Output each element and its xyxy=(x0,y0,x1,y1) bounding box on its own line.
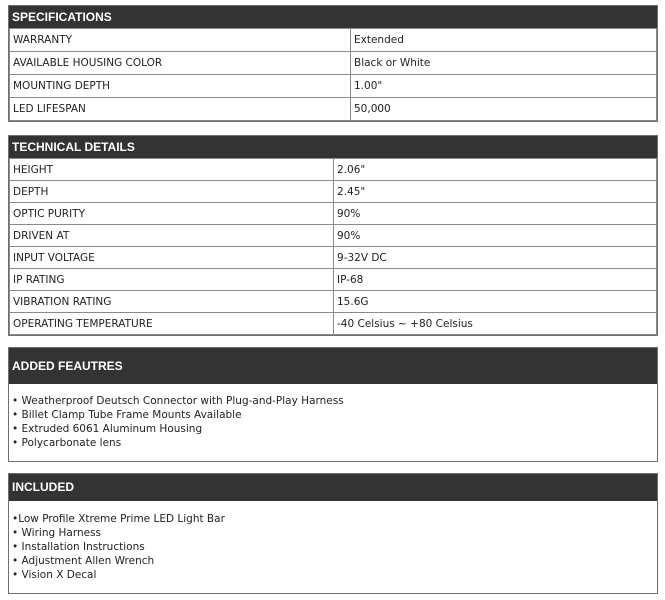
table-row xyxy=(10,75,657,98)
table-row xyxy=(10,52,657,75)
table-row xyxy=(10,159,657,181)
table-row xyxy=(10,181,657,203)
spec-label: AVAILABLE HOUSING COLOR xyxy=(10,52,351,75)
list-item: • Polycarbonate lens xyxy=(12,437,122,449)
spec-value: 90% xyxy=(334,225,657,247)
added-features-title: ADDED FEAUTRES xyxy=(9,348,657,384)
included-title: INCLUDED xyxy=(9,474,657,501)
table-row xyxy=(10,247,657,269)
spec-value: IP-68 xyxy=(334,269,657,291)
table-row xyxy=(10,98,657,121)
spec-label: DEPTH xyxy=(10,181,334,203)
list-item: • Adjustment Allen Wrench xyxy=(12,555,155,567)
included-list xyxy=(9,501,657,582)
spec-value: 9-32V DC xyxy=(334,247,657,269)
table-row xyxy=(10,203,657,225)
spec-value: -40 Celsius ~ +80 Celsius xyxy=(334,313,657,335)
technical-details-title: TECHNICAL DETAILS xyxy=(9,136,657,158)
technical-details-panel xyxy=(8,135,658,336)
spec-label: OPERATING TEMPERATURE xyxy=(10,313,334,335)
list-item: • Installation Instructions xyxy=(12,541,145,553)
specifications-table xyxy=(9,28,657,121)
spec-label: WARRANTY xyxy=(10,29,351,52)
spec-label: MOUNTING DEPTH xyxy=(10,75,351,98)
list-item: •Low Profile Xtreme Prime LED Light Bar xyxy=(12,513,225,525)
spec-label: HEIGHT xyxy=(10,159,334,181)
spec-value: 90% xyxy=(334,203,657,225)
technical-details-table xyxy=(9,158,657,335)
list-item: • Wiring Harness xyxy=(12,527,102,539)
spec-label: OPTIC PURITY xyxy=(10,203,334,225)
spec-label: VIBRATION RATING xyxy=(10,291,334,313)
spec-value: Black or White xyxy=(351,52,657,75)
spec-value: 2.45" xyxy=(334,181,657,203)
spec-value: Extended xyxy=(351,29,657,52)
list-item: • Weatherproof Deutsch Connector with Plug-and-Play Harness xyxy=(12,395,344,407)
specifications-panel xyxy=(8,5,658,122)
spec-value: 2.06" xyxy=(334,159,657,181)
list-item: • Billet Clamp Tube Frame Mounts Available xyxy=(12,409,242,421)
table-row xyxy=(10,291,657,313)
spec-label: LED LIFESPAN xyxy=(10,98,351,121)
spec-label: INPUT VOLTAGE xyxy=(10,247,334,269)
table-row xyxy=(10,269,657,291)
list-item: • Vision X Decal xyxy=(12,569,97,581)
spec-value: 1.00" xyxy=(351,75,657,98)
table-row xyxy=(10,313,657,335)
table-row xyxy=(10,225,657,247)
spec-label: DRIVEN AT xyxy=(10,225,334,247)
added-features-list xyxy=(9,384,657,450)
added-features-panel xyxy=(8,347,658,462)
list-item: • Extruded 6061 Aluminum Housing xyxy=(12,423,203,435)
table-row xyxy=(10,29,657,52)
specifications-title: SPECIFICATIONS xyxy=(9,6,657,28)
included-panel xyxy=(8,473,658,594)
spec-value: 50,000 xyxy=(351,98,657,121)
spec-value: 15.6G xyxy=(334,291,657,313)
spec-label: IP RATING xyxy=(10,269,334,291)
